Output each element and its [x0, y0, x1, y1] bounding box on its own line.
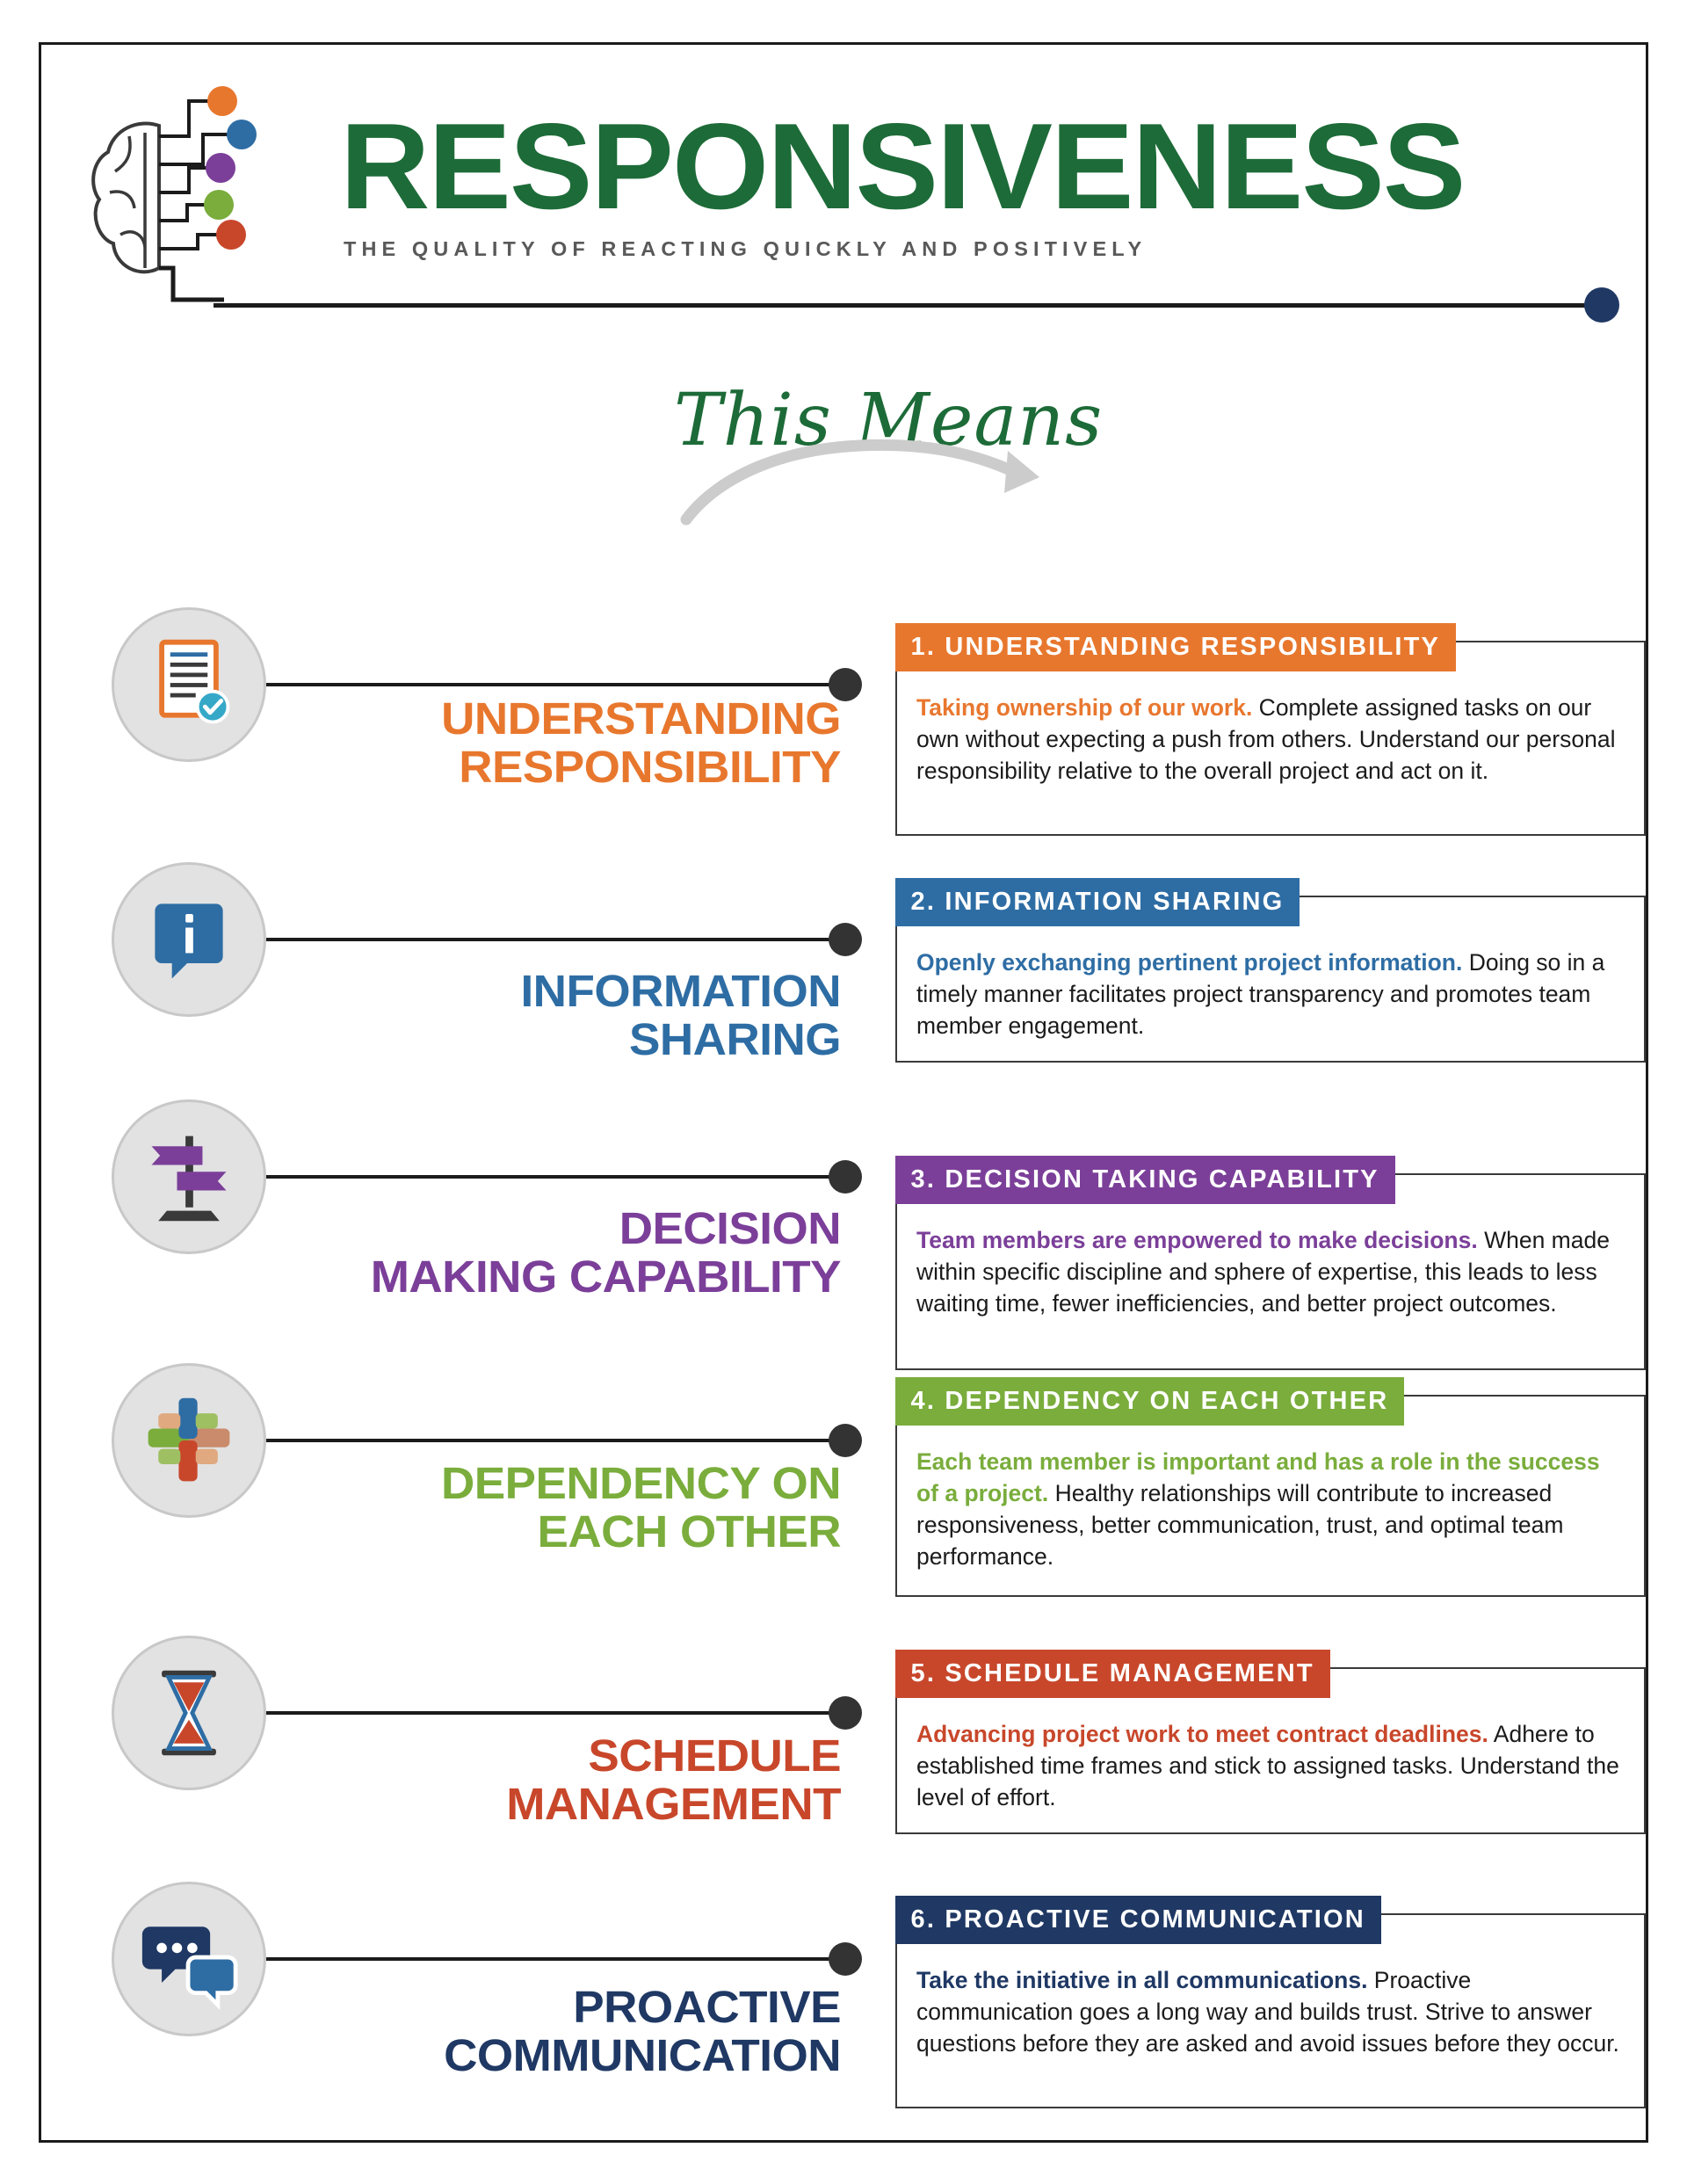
poster-tagline: THE QUALITY OF REACTING QUICKLY AND POSITIVELY [344, 237, 1148, 261]
info-card [895, 1659, 1646, 1834]
poster-frame [39, 42, 1648, 2143]
card-body [897, 1224, 1644, 1319]
card-text: Doing so in a timely manner facilitates project transparency and promotes team member engagement. [916, 949, 1605, 1040]
card-lead: Advancing project work to meet contract deadlines. [916, 1721, 1488, 1747]
row-label [201, 968, 841, 1063]
row-connector [266, 938, 846, 941]
row-label-line2: MAKING CAPABILITY [370, 1251, 841, 1302]
info-card [895, 1905, 1646, 2108]
card-title: 1. UNDERSTANDING RESPONSIBILITY [895, 623, 1457, 671]
row-label-line1: DECISION [619, 1203, 841, 1253]
card-title: 3. DECISION TAKING CAPABILITY [895, 1156, 1395, 1204]
card-title: 5. SCHEDULE MANAGEMENT [895, 1650, 1330, 1698]
row-label-line2: EACH OTHER [537, 1506, 841, 1556]
row-connector-dot [829, 1696, 862, 1730]
card-title: 2. INFORMATION SHARING [895, 878, 1300, 926]
row-connector-dot [829, 1160, 862, 1194]
card-lead: Taking ownership of our work. [916, 694, 1253, 721]
card-text: Complete assigned tasks on our own without expecting a push from others. Understand our personal responsibility relative to the overall project and act on it. [916, 694, 1616, 785]
row-connector [266, 1711, 846, 1715]
row-label-line2: RESPONSIBILITY [459, 741, 841, 792]
info-card [895, 1387, 1646, 1597]
header-end-dot [1584, 287, 1619, 323]
card-lead: Each team member is important and has a role in the success of a project. [916, 1448, 1600, 1507]
poster-header [41, 45, 1646, 335]
row-label-line1: INFORMATION [520, 966, 841, 1016]
row-label-line2: MANAGEMENT [506, 1778, 841, 1829]
card-body [897, 1446, 1644, 1572]
row-connector [266, 1439, 846, 1442]
card-body [897, 1964, 1644, 2059]
row-connector-dot [829, 923, 862, 956]
card-title: 6. PROACTIVE COMMUNICATION [895, 1896, 1381, 1944]
card-lead: Take the initiative in all communications. [916, 1967, 1368, 1993]
this-means-label: This Means [674, 379, 1104, 462]
info-card [895, 888, 1646, 1063]
row-label [156, 1460, 841, 1556]
row-label-line1: UNDERSTANDING [441, 693, 841, 744]
poster-title: RESPONSIVENESS [340, 98, 1465, 235]
brain-network-icon [75, 80, 308, 335]
title-block [340, 98, 1614, 261]
row-label-line1: PROACTIVE [573, 1982, 841, 2032]
row-connector [266, 1957, 846, 1961]
card-text: When made within specific discipline and sphere of expertise, this leads to less waiting time, fewer inefficiencies, and better project outcomes. [916, 1227, 1610, 1317]
card-body [897, 692, 1644, 787]
card-lead: Openly exchanging pertinent project information. [916, 949, 1463, 976]
card-title: 4. DEPENDENCY ON EACH OTHER [895, 1377, 1405, 1426]
header-divider [214, 303, 1597, 308]
info-card [895, 633, 1646, 836]
row-label [201, 1732, 841, 1828]
card-body [897, 1718, 1644, 1813]
card-text: Healthy relationships will contribute to increased responsiveness, better communication, trust, and optimal team performance. [916, 1480, 1564, 1571]
card-lead: Team members are empowered to make decisions. [916, 1227, 1478, 1253]
card-body [897, 947, 1644, 1041]
row-connector [266, 683, 846, 686]
row-label-line1: SCHEDULE [588, 1731, 841, 1781]
row-label [201, 695, 841, 791]
curved-arrow-icon [656, 379, 1148, 537]
row-label-line2: SHARING [629, 1013, 841, 1064]
row-label-line2: COMMUNICATION [444, 2029, 841, 2080]
row-label [128, 1205, 841, 1301]
row-connector-dot [829, 1942, 862, 1976]
info-card [895, 1165, 1646, 1370]
row-label [164, 1984, 841, 2079]
this-means-block [656, 379, 1148, 537]
card-text: Adhere to established time frames and stick to assigned tasks. Understand the level of effort. [916, 1721, 1619, 1811]
row-label-line1: DEPENDENCY ON [441, 1458, 841, 1508]
row-connector [266, 1175, 846, 1179]
card-text: Proactive communication goes a long way and builds trust. Strive to answer questions before they are asked and avoid issues before they occur. [916, 1967, 1619, 2057]
row-connector-dot [829, 1424, 862, 1457]
